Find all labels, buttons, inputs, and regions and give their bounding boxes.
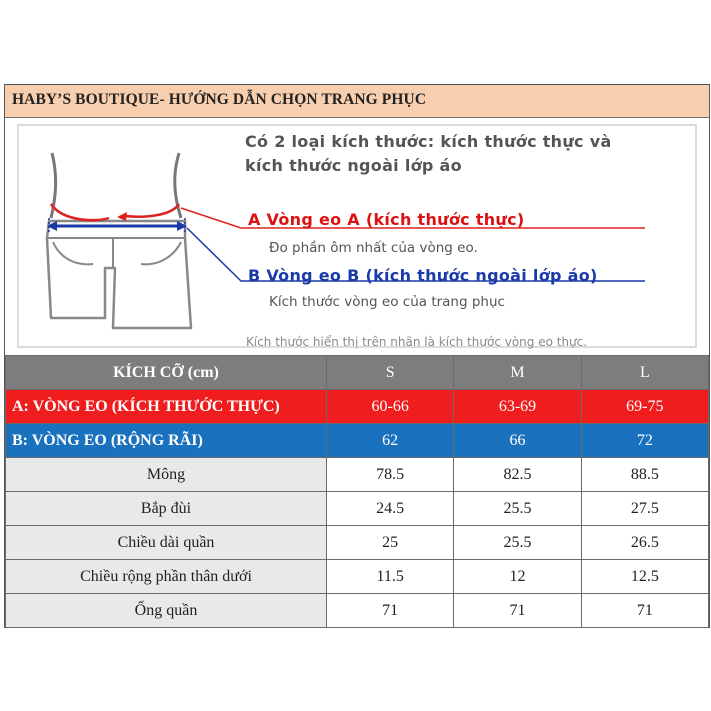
table-row — [6, 526, 709, 560]
waist-arc-a — [51, 204, 109, 220]
table-cell: 88.5 — [581, 458, 708, 492]
header-cell: L — [581, 356, 708, 390]
intro-line-1: Có 2 loại kích thước: kích thước thực và — [245, 132, 612, 151]
intro-line-2: kích thước ngoài lớp áo — [245, 156, 462, 175]
row-label: B: VÒNG EO (RỘNG RÃI) — [6, 424, 327, 458]
shorts-illustration — [5, 118, 709, 355]
table-cell: 27.5 — [581, 492, 708, 526]
waist-arc-a-right — [125, 204, 179, 217]
header-cell: M — [454, 356, 581, 390]
table-cell: 62 — [327, 424, 454, 458]
label-waist-b: B Vòng eo B (kích thước ngoài lớp áo) — [248, 266, 598, 285]
page-title: HABY’S BOUTIQUE- HƯỚNG DẪN CHỌN TRANG PHỤC — [12, 91, 427, 108]
row-label: Chiều rộng phần thân dưới — [6, 560, 327, 594]
row-label: Ống quần — [6, 594, 327, 628]
table-row — [6, 560, 709, 594]
table-cell: 82.5 — [454, 458, 581, 492]
table-cell: 11.5 — [327, 560, 454, 594]
desc-waist-b: Kích thước vòng eo của trang phục — [269, 294, 505, 310]
table-cell: 25 — [327, 526, 454, 560]
table-cell: 72 — [581, 424, 708, 458]
label-note: Kích thước hiển thị trên nhãn là kích thước vòng eo thực. — [246, 335, 588, 349]
table-cell: 66 — [454, 424, 581, 458]
desc-waist-a: Đo phần ôm nhất của vòng eo. — [269, 240, 478, 256]
table-cell: 12 — [454, 560, 581, 594]
table-cell: 24.5 — [327, 492, 454, 526]
table-cell: 78.5 — [327, 458, 454, 492]
table-cell: 71 — [454, 594, 581, 628]
waist-diagram — [5, 118, 709, 355]
row-label: Chiều dài quần — [6, 526, 327, 560]
title-bar — [5, 85, 709, 118]
table-row — [6, 594, 709, 628]
table-row-waist-a — [6, 390, 709, 424]
label-waist-a: A Vòng eo A (kích thước thực) — [248, 210, 525, 229]
row-label: Mông — [6, 458, 327, 492]
table-cell: 63-69 — [454, 390, 581, 424]
table-row-waist-b — [6, 424, 709, 458]
header-cell: KÍCH CỠ (cm) — [6, 356, 327, 390]
header-cell: S — [327, 356, 454, 390]
table-cell: 25.5 — [454, 492, 581, 526]
arrowhead-a — [117, 212, 127, 221]
table-header-row — [6, 356, 709, 390]
table-row — [6, 458, 709, 492]
table-cell: 71 — [327, 594, 454, 628]
table-cell: 12.5 — [581, 560, 708, 594]
row-label: Bắp đùi — [6, 492, 327, 526]
table-cell: 60-66 — [327, 390, 454, 424]
table-cell: 26.5 — [581, 526, 708, 560]
table-cell: 25.5 — [454, 526, 581, 560]
row-label: A: VÒNG EO (KÍCH THƯỚC THỰC) — [6, 390, 327, 424]
size-table — [5, 355, 709, 628]
table-row — [6, 492, 709, 526]
size-guide-sheet — [4, 84, 710, 628]
table-cell: 71 — [581, 594, 708, 628]
table-cell: 69-75 — [581, 390, 708, 424]
